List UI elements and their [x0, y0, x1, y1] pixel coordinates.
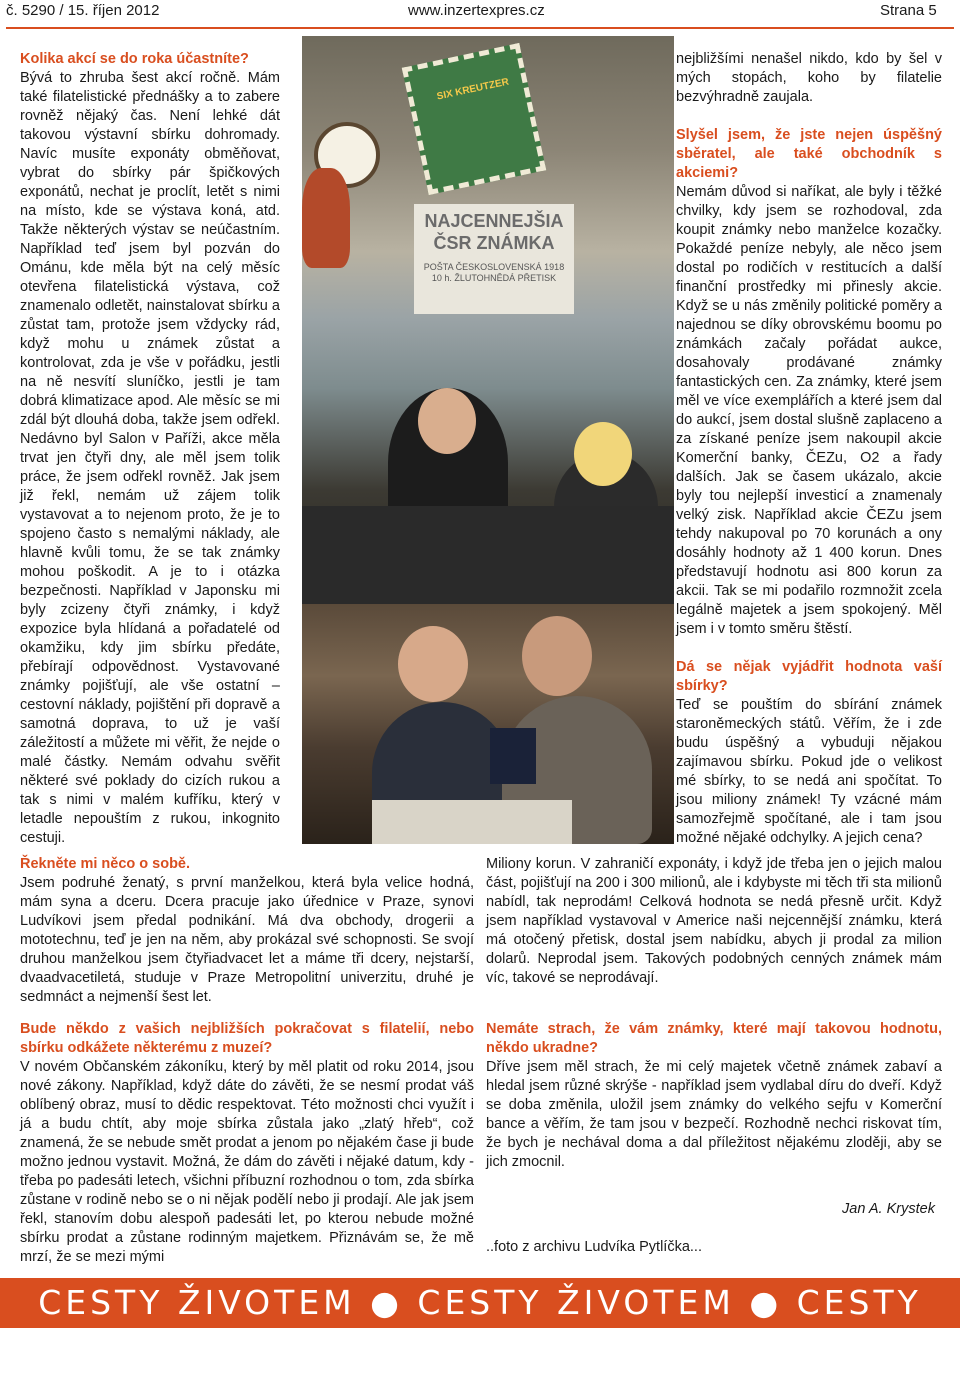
header-divider	[6, 27, 954, 29]
answer-o-sobe: Jsem podruhé ženatý, s první manželkou, která byla velice hodná, mám syna a dceru. Dcera pracuje jako úřednice v Praze, synovi Ludvíkovi jsem předal podnikání. Má dva obchody, drogerii a mototechnu, teď je jen na něm, aby prokázal své schopnosti. Se svojí druhou manželkou jsem čtyřiadvacet let a máme tři dcery, nejstarší, dvaadvacetiletá, studuje v Praze Metropolitní univerzitu, druhé je sedmnáct a nejmenší šest let.	[20, 875, 474, 1005]
exhibit-sign-subtitle: POŠTA ČESKOSLOVENSKÁ 1918 10 h. ŽLUTOHNĚDÁ PŘETISK	[423, 262, 565, 283]
question-obchodnik: Slyšel jsem, že jste nejen úspěšný sběratel, ale také obchodník s akciemi?	[676, 127, 942, 181]
photo-exhibition	[302, 36, 674, 604]
answer-hodnota: Teď se pouštím do sbírání známek staroněmeckých států. Věřím, že i zde budu úspěšný a vybuduji nějakou zajímavou sbírku. Pokud jde o velikost mé sbírky, to se nedá ani spočítat. To jsou miliony známek! Ty vzácné mám samozřejmě spočítané, ale i tam jsou možné nějaké odchylky. A jejich cena?	[676, 697, 942, 846]
exhibit-sign-title: NAJCENNEJŠIA ČSR ZNÁMKA	[424, 211, 564, 253]
woman-hair	[574, 422, 632, 486]
footer-banner: CESTY ŽIVOTEM ● CESTY ŽIVOTEM ● CESTY ŽIVOTEM	[0, 1278, 960, 1328]
answer-akce: Bývá to zhruba šest akcí ročně. Mám také filatelistické přednášky a to zabere rovněž nějaký čas. Není lehké dát takovou výstavní sbírku dohromady. Navíc musíte exponáty obměňovat, vybrat do sbírky pár špičkových exponátů, nechat je proclít, letět s nimi na místo, kde se výstava koná, atd. Takže některých výstav se neúčastním. Například teď jsem byl pozván do Ománu, kde měla být na celý měsíc otevřena filatelistická výstava, což znamenalo odletět, nainstalovat sbírku a zůstat tam, protože jsem vždycky rád, když mohu u známek zůstat a kontrolovat, zda je vše v pořádku, jestli na ně nesvítí sluníčko, jestli je tam dobrá klimatizace apod. Ale měsíc se mi zdál být dlouhá doba, takže jsem odřekl. Nedávno byl Salon v Paříži, akce měla trvat jen čtyři dny, ale měl jsem tolik práce, že jsem odřekl rovněž. Jak jsem již řekl, nemám už zájem tolik vystavovat a to nejenom proto, že je to spojeno často s nemalými náklady, ale hlavně kvůli tomu, že se tak známky mohou poškodit. A je to i otázka bezpečnosti. Například v Japonsku mi byly zcizeny čtyři známky, i když expozice byla hlídaná a pořadatelé od okamžiku, kdy jim sbírku předáte, přebírají odpovědnost. Vystavované známky pojišťují, ale vše ostatní – cestovní náklady, pojištění při dopravě a samotná doprava, to už je vaší záležitostí a můžete mi věřit, že nejde o malé částky. Nemám odvahu svěřit některé své poklady do cizích rukou a tak s nimi v malém kufříku, který v letadle nepouštím z rukou, inkognito cestuji.	[20, 70, 280, 846]
section-lower-right	[486, 855, 942, 988]
stamp-image	[402, 43, 546, 195]
medal-case	[490, 728, 536, 784]
section-o-sobe	[20, 855, 474, 1007]
man-left-face	[398, 626, 468, 702]
question-o-sobe: Řekněte mi něco o sobě.	[20, 856, 191, 872]
photo-credit: ..foto z archivu Ludvíka Pytlíčka...	[486, 1239, 702, 1255]
website-label[interactable]: www.inzertexpres.cz	[408, 2, 545, 19]
author-signature: Jan A. Krystek	[842, 1201, 935, 1217]
page-number: Strana 5	[880, 2, 937, 19]
stamp-text: SIX KREUTZER	[435, 76, 510, 103]
table-foreground	[302, 506, 674, 604]
column-right	[676, 50, 942, 848]
question-strach: Nemáte strach, že vám známky, které mají takovou hodnotu, někdo ukradne?	[486, 1021, 942, 1056]
paragraph-miliony: Miliony korun. V zahraničí exponáty, i když jde třeba jen o jejich malou část, pojišťují na 200 i 300 milionů, ale i kdybyste mi těch tři sta milionů nabídl, tak neprodám! Celková hodnota se nedá přesně určit. Když jsem například vystavoval v Americe naši nejcennější známku, která má otočený přetisk, dostal jsem nabídku, abych ji prodal za milion dolarů. Neprodal jsem. Takových podobných cenných známek mám víc, takové se neprodávají.	[486, 856, 942, 986]
issue-label: č. 5290 / 15. říjen 2012	[6, 2, 160, 19]
answer-strach: Dříve jsem měl strach, že mi celý majetek včetně známek zabaví a hledal jsem různé skrýše - například jsem vydlabal díru do dveří. Když se doba změnila, uložil jsem známky do velkého sejfu v Komerční bance a věřím, že tam jsou v bezpečí. Rozhodně nechci riskovat tím, že bych je nechával doma a dal příležitost nějakému zloději, aby se jich zmocnil.	[486, 1059, 942, 1170]
man-right-face	[522, 616, 592, 696]
question-pokracovani: Bude někdo z vašich nejbližších pokračovat s filatelií, nebo sbírku odkážete některému z muzeí?	[20, 1021, 474, 1056]
page-header	[0, 0, 960, 24]
photo-two-men	[302, 604, 674, 844]
column-left	[20, 50, 280, 848]
stamp-sheets	[372, 800, 572, 844]
answer-pokracovani: V novém Občanském zákoníku, který by měl platit od roku 2014, jsou nové zákony. Například, když dáte do závěti, že se nesmí prodat váš oblíbený obraz, musí to dědic respektovat. Této možnosti chci využít i já a budu chtít, aby moje sbírka zůstala jako „zlatý hřeb“, což znamená, že se nebude smět prodat a jenom po nějakém čase ji bude možno jednou vystavit. Možná, že dám do závěti i nějaké datum, kdy - třeba po padesáti letech, všichni příbuzní rozhodnou o tom, zda sbírka zůstane v rodině nebo se o ni nějak podělí nebo ji prodají. Ale jak jsem řekl, stanovím dobu alespoň padesáti let, po kterou nebude možné sbírku prodat a zůstane rodinným majetkem. Přiznávám se, že mě mrzí, že se mezi mými	[20, 1059, 474, 1265]
answer-obchodnik: Nemám důvod si naříkat, ale byly i těžké chvilky, kdy jsem se rozhodoval, zda koupit známky nebo manželce kozačky. Pokaždé peníze nebyly, ale něco jsem dostal po rodičích v restitucích a další finanční prostředky mi přinesly akcie. Když se u nás změnily politické poměry a najednou se díky obrovskému boomu po známkách začaly pořádat aukce, dosahovaly prodávané známky fantastických cen. Za známky, které jsem měl ve více exemplářích a které jsem dal do aukcí, jsem dostal slušně zaplaceno a za získané peníze jsem nakoupil akcie Komerční banky, ČEZu, O2 a řady dalších. Jak se časem ukázalo, akcie byly tou nejlepší investicí a znamenaly velký zisk. Například akcie ČEZu jsem tehdy nakupoval po 70 korunách a ony dosáhly hodnoty až 1 400 korun. Dnes představují hodnotu asi 800 korun za akcii. Tak se mi podařilo rozmnožit zcela legálně majetek a jsem spokojený. Měl jsem i v tomto směru štěstí.	[676, 184, 942, 637]
question-hodnota: Dá se nějak vyjádřit hodnota vaší sbírky?	[676, 659, 942, 694]
man-face	[418, 388, 476, 454]
paragraph-intro: nejbližšími nenašel nikdo, kdo by šel v mých stopách, koho by filatelie bezvýhradně zaujala.	[676, 51, 942, 105]
vase-image	[302, 168, 350, 268]
section-strach	[486, 1020, 942, 1172]
question-akce: Kolika akcí se do roka účastníte?	[20, 51, 249, 67]
section-pokracovani	[20, 1020, 474, 1267]
